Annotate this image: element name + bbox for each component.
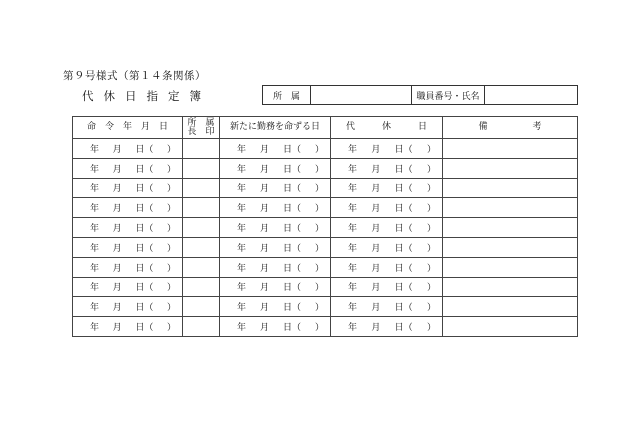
year-char: 年 xyxy=(348,204,358,215)
month-char: 月 xyxy=(112,204,122,215)
day-char: 日（ xyxy=(135,323,154,334)
substitute-holiday-cell[interactable] xyxy=(331,178,443,198)
chief-seal-cell[interactable] xyxy=(183,317,220,337)
column-header-remarks: 備 考 xyxy=(443,117,578,139)
month-char: 月 xyxy=(259,184,269,195)
order-date-cell[interactable] xyxy=(73,178,183,198)
day-char: 日（ xyxy=(282,204,301,215)
close-paren: ） xyxy=(314,303,324,314)
chief-seal-cell[interactable] xyxy=(183,218,220,238)
affiliation-field[interactable] xyxy=(311,86,412,105)
year-char: 年 xyxy=(237,204,247,215)
month-char: 月 xyxy=(259,263,269,274)
day-char: 日（ xyxy=(394,204,413,215)
order-date-cell[interactable] xyxy=(73,237,183,257)
year-char: 年 xyxy=(237,224,247,235)
month-char: 月 xyxy=(259,144,269,155)
close-paren: ） xyxy=(166,204,176,215)
chief-seal-line1: 所 属 xyxy=(187,117,215,128)
close-paren: ） xyxy=(166,283,176,294)
substitute-holiday-cell[interactable] xyxy=(331,277,443,297)
close-paren: ） xyxy=(166,224,176,235)
close-paren: ） xyxy=(314,204,324,215)
new-work-date-cell[interactable] xyxy=(220,277,331,297)
close-paren: ） xyxy=(314,283,324,294)
new-work-date-cell[interactable] xyxy=(220,178,331,198)
month-char: 月 xyxy=(259,323,269,334)
month-char: 月 xyxy=(259,303,269,314)
order-date-cell[interactable] xyxy=(73,198,183,218)
month-char: 月 xyxy=(371,144,381,155)
substitute-holiday-cell[interactable] xyxy=(331,317,443,337)
year-char: 年 xyxy=(237,323,247,334)
close-paren: ） xyxy=(166,144,176,155)
day-char: 日（ xyxy=(394,323,413,334)
substitute-holiday-cell[interactable] xyxy=(331,257,443,277)
year-char: 年 xyxy=(90,224,100,235)
close-paren: ） xyxy=(426,164,436,175)
day-char: 日（ xyxy=(135,243,154,254)
new-work-date-cell[interactable] xyxy=(220,297,331,317)
table-row xyxy=(73,139,578,159)
substitute-holiday-table xyxy=(72,116,578,337)
close-paren: ） xyxy=(314,144,324,155)
order-date-cell[interactable] xyxy=(73,317,183,337)
day-char: 日（ xyxy=(135,263,154,274)
day-char: 日（ xyxy=(282,224,301,235)
day-char: 日（ xyxy=(394,144,413,155)
substitute-holiday-cell[interactable] xyxy=(331,218,443,238)
day-char: 日（ xyxy=(394,184,413,195)
remarks-cell[interactable] xyxy=(443,218,578,238)
close-paren: ） xyxy=(426,204,436,215)
day-char: 日（ xyxy=(282,263,301,274)
day-char: 日（ xyxy=(135,184,154,195)
column-header-chief-seal xyxy=(183,117,220,139)
month-char: 月 xyxy=(112,263,122,274)
close-paren: ） xyxy=(314,184,324,195)
new-work-date-cell[interactable] xyxy=(220,317,331,337)
month-char: 月 xyxy=(112,323,122,334)
month-char: 月 xyxy=(259,164,269,175)
year-char: 年 xyxy=(348,283,358,294)
chief-seal-cell[interactable] xyxy=(183,139,220,159)
close-paren: ） xyxy=(426,224,436,235)
day-char: 日（ xyxy=(282,184,301,195)
order-date-cell[interactable] xyxy=(73,297,183,317)
year-char: 年 xyxy=(348,243,358,254)
remarks-cell[interactable] xyxy=(443,317,578,337)
year-char: 年 xyxy=(237,164,247,175)
new-work-date-cell[interactable] xyxy=(220,257,331,277)
new-work-date-cell[interactable] xyxy=(220,237,331,257)
substitute-holiday-cell[interactable] xyxy=(331,158,443,178)
close-paren: ） xyxy=(166,263,176,274)
year-char: 年 xyxy=(90,243,100,254)
new-work-date-cell[interactable] xyxy=(220,218,331,238)
close-paren: ） xyxy=(426,283,436,294)
month-char: 月 xyxy=(112,243,122,254)
remarks-cell[interactable] xyxy=(443,297,578,317)
month-char: 月 xyxy=(371,164,381,175)
day-char: 日（ xyxy=(135,164,154,175)
order-date-cell[interactable] xyxy=(73,257,183,277)
remarks-cell[interactable] xyxy=(443,198,578,218)
column-header-substitute-holiday: 代 休 日 xyxy=(331,117,443,139)
table-row xyxy=(73,198,578,218)
year-char: 年 xyxy=(90,323,100,334)
month-char: 月 xyxy=(112,224,122,235)
day-char: 日（ xyxy=(394,303,413,314)
year-char: 年 xyxy=(348,224,358,235)
year-char: 年 xyxy=(90,144,100,155)
close-paren: ） xyxy=(426,323,436,334)
year-char: 年 xyxy=(348,263,358,274)
column-header-new-work-date: 新たに勤務を命ずる日 xyxy=(220,117,331,139)
remarks-cell[interactable] xyxy=(443,237,578,257)
new-work-date-cell[interactable] xyxy=(220,158,331,178)
year-char: 年 xyxy=(348,303,358,314)
close-paren: ） xyxy=(314,323,324,334)
month-char: 月 xyxy=(371,243,381,254)
day-char: 日（ xyxy=(394,164,413,175)
order-date-cell[interactable] xyxy=(73,158,183,178)
month-char: 月 xyxy=(371,303,381,314)
close-paren: ） xyxy=(314,224,324,235)
table-row xyxy=(73,277,578,297)
table-row xyxy=(73,297,578,317)
close-paren: ） xyxy=(426,303,436,314)
chief-seal-line2: 長 印 xyxy=(187,126,215,137)
close-paren: ） xyxy=(166,303,176,314)
chief-seal-cell[interactable] xyxy=(183,237,220,257)
year-char: 年 xyxy=(237,184,247,195)
close-paren: ） xyxy=(314,243,324,254)
day-char: 日（ xyxy=(135,303,154,314)
month-char: 月 xyxy=(112,283,122,294)
form-number: 第９号様式（第１４条関係） xyxy=(63,70,206,82)
day-char: 日（ xyxy=(282,164,301,175)
substitute-holiday-cell[interactable] xyxy=(331,198,443,218)
table-row xyxy=(73,218,578,238)
chief-seal-cell[interactable] xyxy=(183,198,220,218)
document-title: 代休日指定簿 xyxy=(82,89,211,103)
close-paren: ） xyxy=(166,164,176,175)
table-header-row xyxy=(73,117,578,139)
year-char: 年 xyxy=(237,303,247,314)
year-char: 年 xyxy=(90,164,100,175)
month-char: 月 xyxy=(371,224,381,235)
month-char: 月 xyxy=(371,283,381,294)
day-char: 日（ xyxy=(394,283,413,294)
staff-number-name-field[interactable] xyxy=(485,86,578,105)
year-char: 年 xyxy=(90,184,100,195)
substitute-holiday-cell[interactable] xyxy=(331,237,443,257)
remarks-cell[interactable] xyxy=(443,277,578,297)
year-char: 年 xyxy=(348,164,358,175)
month-char: 月 xyxy=(371,323,381,334)
staff-number-name-label: 職員番号・氏名 xyxy=(412,86,485,105)
month-char: 月 xyxy=(371,263,381,274)
close-paren: ） xyxy=(426,184,436,195)
new-work-date-cell[interactable] xyxy=(220,198,331,218)
substitute-holiday-cell[interactable] xyxy=(331,297,443,317)
close-paren: ） xyxy=(426,243,436,254)
day-char: 日（ xyxy=(135,224,154,235)
table-row xyxy=(73,237,578,257)
new-work-date-cell[interactable] xyxy=(220,139,331,159)
chief-seal-cell[interactable] xyxy=(183,277,220,297)
year-char: 年 xyxy=(348,144,358,155)
affiliation-label: 所 属 xyxy=(263,86,311,105)
chief-seal-cell[interactable] xyxy=(183,158,220,178)
month-char: 月 xyxy=(371,184,381,195)
month-char: 月 xyxy=(112,184,122,195)
month-char: 月 xyxy=(259,204,269,215)
order-date-cell[interactable] xyxy=(73,139,183,159)
order-date-cell[interactable] xyxy=(73,218,183,238)
day-char: 日（ xyxy=(394,243,413,254)
order-date-cell[interactable] xyxy=(73,277,183,297)
column-header-order-date: 命 令 年 月 日 xyxy=(73,117,183,139)
table-row xyxy=(73,317,578,337)
close-paren: ） xyxy=(426,263,436,274)
substitute-holiday-cell[interactable] xyxy=(331,139,443,159)
month-char: 月 xyxy=(112,164,122,175)
remarks-cell[interactable] xyxy=(443,139,578,159)
day-char: 日（ xyxy=(282,323,301,334)
day-char: 日（ xyxy=(135,144,154,155)
year-char: 年 xyxy=(90,303,100,314)
remarks-cell[interactable] xyxy=(443,178,578,198)
table-row xyxy=(73,158,578,178)
year-char: 年 xyxy=(237,144,247,155)
close-paren: ） xyxy=(314,263,324,274)
year-char: 年 xyxy=(237,283,247,294)
remarks-cell[interactable] xyxy=(443,158,578,178)
table-row xyxy=(73,178,578,198)
year-char: 年 xyxy=(90,283,100,294)
year-char: 年 xyxy=(90,204,100,215)
chief-seal-cell[interactable] xyxy=(183,178,220,198)
month-char: 月 xyxy=(112,303,122,314)
day-char: 日（ xyxy=(135,283,154,294)
month-char: 月 xyxy=(259,224,269,235)
remarks-cell[interactable] xyxy=(443,257,578,277)
year-char: 年 xyxy=(90,263,100,274)
close-paren: ） xyxy=(166,323,176,334)
day-char: 日（ xyxy=(282,243,301,254)
close-paren: ） xyxy=(166,184,176,195)
close-paren: ） xyxy=(426,144,436,155)
chief-seal-cell[interactable] xyxy=(183,297,220,317)
day-char: 日（ xyxy=(394,224,413,235)
year-char: 年 xyxy=(237,263,247,274)
table-row xyxy=(73,257,578,277)
chief-seal-cell[interactable] xyxy=(183,257,220,277)
year-char: 年 xyxy=(348,184,358,195)
header-info-box xyxy=(262,85,578,105)
day-char: 日（ xyxy=(282,303,301,314)
day-char: 日（ xyxy=(282,283,301,294)
year-char: 年 xyxy=(348,323,358,334)
day-char: 日（ xyxy=(282,144,301,155)
month-char: 月 xyxy=(112,144,122,155)
day-char: 日（ xyxy=(135,204,154,215)
month-char: 月 xyxy=(371,204,381,215)
month-char: 月 xyxy=(259,243,269,254)
close-paren: ） xyxy=(166,243,176,254)
day-char: 日（ xyxy=(394,263,413,274)
year-char: 年 xyxy=(237,243,247,254)
close-paren: ） xyxy=(314,164,324,175)
month-char: 月 xyxy=(259,283,269,294)
